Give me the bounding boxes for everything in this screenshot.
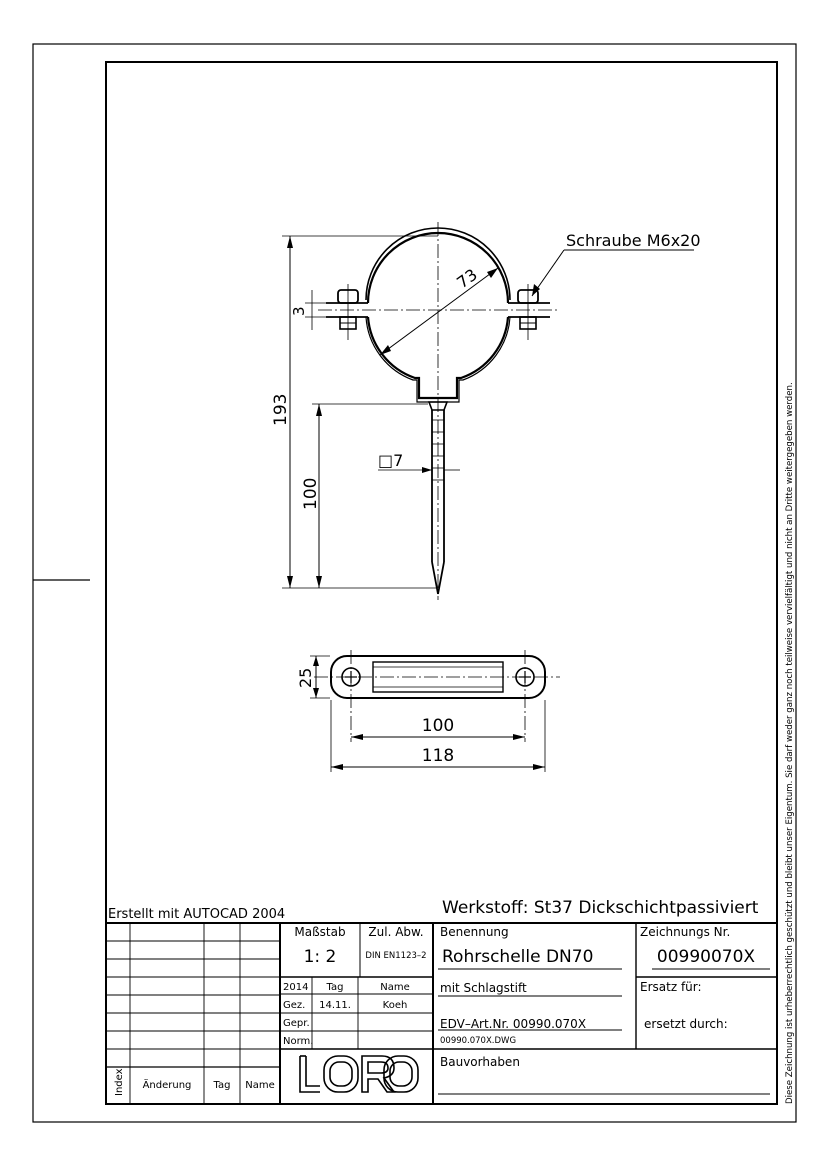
- edv-number: EDV–Art.Nr. 00990.070X: [440, 1017, 587, 1031]
- project-label: Bauvorhaben: [440, 1055, 520, 1069]
- dim-hole-spacing: 100: [421, 716, 455, 736]
- rev-day-header: Tag: [213, 1080, 231, 1091]
- drawing-no-label: Zeichnungs Nr.: [640, 925, 731, 939]
- drawn-date: 14.11.: [319, 1000, 351, 1011]
- drawn-name: Koeh: [382, 1000, 408, 1011]
- dwg-file: 00990.070X.DWG: [440, 1036, 517, 1046]
- front-view: [271, 222, 701, 600]
- logo-text: LORO: [0, 0, 3, 1]
- dim-total-length: 118: [421, 746, 455, 766]
- title-block: [114, 925, 755, 1096]
- replaced-by: ersetzt durch:: [644, 1017, 728, 1031]
- drawing-title-line1: Rohrschelle DN70: [442, 947, 594, 967]
- dim-flange: 3: [290, 306, 308, 316]
- screw-left: [338, 284, 358, 340]
- loro-logo: [0, 0, 418, 1092]
- dim-pin-length: 100: [301, 477, 321, 510]
- dim-diameter: 73: [453, 264, 481, 293]
- callout-screw: Schraube M6x20: [566, 231, 701, 250]
- scale-value: 1: 2: [303, 947, 337, 967]
- drawing-title-line2: mit Schlagstift: [440, 981, 527, 995]
- scale-label: Maßstab: [294, 925, 346, 939]
- day-label: Tag: [326, 982, 344, 993]
- copyright-note: Diese Zeichnung ist urheberrechtlich geschützt und bleibt unser Eigentum. Sie darf weder ganz noch teilweise vervielfältigt und nicht an Dritte weitergegeben werden.: [785, 382, 795, 1104]
- norm-label: Norm.: [283, 1036, 314, 1047]
- name-field-label: Benennung: [440, 925, 509, 939]
- material: Werkstoff: St37 Dickschichtpassiviert: [442, 898, 759, 918]
- checked-label: Gepr.: [283, 1018, 310, 1029]
- rev-index-header: Index: [114, 1068, 125, 1096]
- dim-total-height: 193: [271, 393, 291, 426]
- drawing-no: 00990070X: [656, 947, 756, 967]
- diameter-dimension-line: [380, 268, 498, 355]
- rev-name-header: Name: [245, 1080, 275, 1091]
- rev-change-header: Änderung: [142, 1080, 192, 1091]
- top-view: [296, 650, 560, 772]
- replacement-for: Ersatz für:: [640, 980, 702, 994]
- name-label: Name: [380, 982, 410, 993]
- tolerance-value: DIN EN1123–2: [365, 951, 427, 961]
- year: 2014: [283, 982, 309, 993]
- created-with: Erstellt mit AUTOCAD 2004: [108, 907, 286, 922]
- dim-width: 25: [296, 667, 315, 688]
- tolerance-label: Zul. Abw.: [368, 925, 424, 939]
- drawn-label: Gez.: [283, 1000, 306, 1011]
- dim-square: □7: [378, 451, 404, 470]
